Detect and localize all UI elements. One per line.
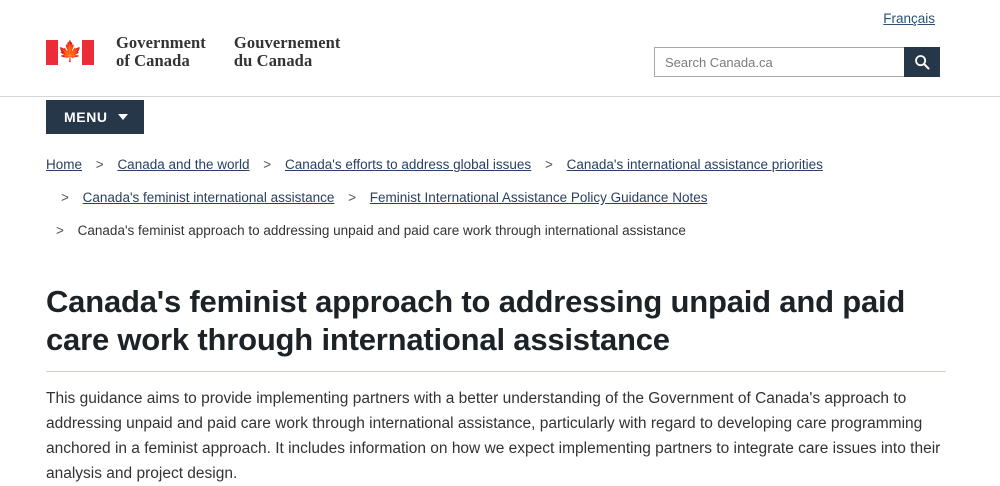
breadcrumb-item-assistance-priorities[interactable]: Canada's international assistance priorities — [566, 157, 823, 172]
breadcrumb-separator: > — [263, 157, 272, 172]
wordmark-fr-line2: du Canada — [233, 51, 313, 70]
breadcrumb-separator: > — [95, 157, 104, 172]
breadcrumb-item-feminist-international-assistance[interactable]: Canada's feminist international assistance — [82, 190, 335, 205]
breadcrumb-separator: > — [544, 157, 553, 172]
breadcrumb-item-current: Canada's feminist approach to addressing unpaid and paid care work through international assistance — [77, 223, 686, 238]
breadcrumb-item-policy-guidance-notes[interactable]: Feminist International Assistance Policy Guidance Notes — [369, 190, 708, 205]
chevron-down-icon — [118, 114, 128, 120]
breadcrumb-item-global-issues[interactable]: Canada's efforts to address global issues — [284, 157, 532, 172]
breadcrumb-row-1 — [46, 154, 954, 176]
wordmark-english — [116, 34, 206, 70]
breadcrumb-row-3 — [46, 220, 954, 242]
intro-paragraph: This guidance aims to provide implementing partners with a better understanding of the Government of Canada's approach to addressing unpaid and paid care work through international assistance, particularly with regard to developing care programming anchored in a feminist approach. It includes information on how we expect implementing partners to integrate care issues into their analysis and project design. — [46, 390, 941, 482]
search-button[interactable] — [904, 47, 940, 77]
breadcrumb-separator: > — [61, 190, 69, 205]
language-bar — [0, 0, 1000, 34]
language-toggle-link[interactable]: Français — [883, 11, 935, 26]
goc-brand[interactable] — [46, 34, 341, 70]
search-input[interactable] — [654, 47, 904, 77]
breadcrumb-item-home[interactable]: Home — [46, 157, 83, 172]
breadcrumb-separator: > — [56, 223, 64, 238]
wordmark-en-line1: Government — [116, 33, 206, 52]
canada-flag-icon — [46, 40, 94, 65]
breadcrumb — [0, 138, 1000, 242]
goc-wordmark — [116, 34, 341, 70]
page-title: Canada's feminist approach to addressing unpaid and paid care work through international assistance — [46, 283, 946, 372]
main-nav-strip — [0, 96, 1000, 138]
wordmark-french — [234, 34, 341, 70]
breadcrumb-item-canada-and-the-world[interactable]: Canada and the world — [117, 157, 250, 172]
brand-search-row — [0, 34, 1000, 86]
site-search — [654, 47, 940, 77]
breadcrumb-row-2 — [46, 187, 954, 209]
menu-button-label: MENU — [64, 109, 108, 125]
breadcrumb-separator: > — [348, 190, 357, 205]
main-content — [0, 253, 1000, 486]
search-icon — [914, 54, 930, 70]
menu-button[interactable] — [46, 100, 144, 134]
wordmark-fr-line1: Gouvernement — [233, 33, 341, 52]
wordmark-en-line2: of Canada — [116, 51, 190, 70]
maple-leaf-glyph: 🍁 — [57, 41, 83, 63]
